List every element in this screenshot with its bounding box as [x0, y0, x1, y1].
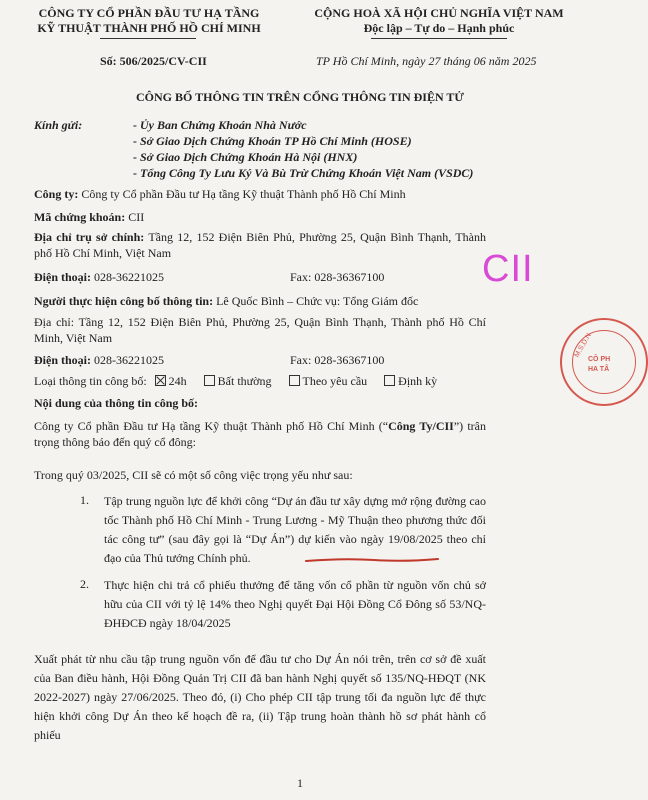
- company-label: Công ty:: [34, 187, 79, 201]
- phone2-row: [34, 352, 164, 368]
- recipient-item: - Sở Giao Dịch Chứng Khoán TP Hồ Chí Minh (HOSE): [133, 134, 412, 148]
- option-theo-yeu-cau: Theo yêu cầu: [302, 374, 368, 388]
- fax-value: Fax: 028-36367100: [290, 270, 385, 284]
- list-item-number: 2.: [80, 577, 89, 591]
- content-heading: Nội dung của thông tin công bố:: [34, 396, 199, 410]
- list-item-text: Thực hiện chi trả cổ phiếu thưởng để tăng vốn cổ phần từ nguồn vốn chủ sở hữu của CII với tỷ lệ 14% theo Nghị quyết Đại Hội Đồng Cổ Đông số 53/NQ-ĐHĐCĐ ngày 18/04/2025: [104, 578, 486, 630]
- discloser-address: Địa chỉ: Tầng 12, 152 Điện Biên Phủ, Phường 25, Quận Bình Thạnh, Thành phố Hồ Chí Minh, Việt Nam: [34, 315, 486, 345]
- checkbox-bat-thuong[interactable]: [204, 375, 215, 386]
- list-item-number: 1.: [80, 493, 89, 507]
- org-underline: [100, 38, 196, 39]
- org-name-line1: CÔNG TY CỔ PHẦN ĐẦU TƯ HẠ TẦNG: [38, 6, 260, 20]
- org-name-line2: KỸ THUẬT THÀNH PHỐ HỒ CHÍ MINH: [37, 21, 261, 35]
- nation-line2: Độc lập – Tự do – Hạnh phúc: [363, 21, 515, 35]
- closing-paragraph: Xuất phát từ nhu cầu tập trung nguồn vốn để đầu tư cho Dự Án nói trên, trên cơ sở đề xuất của Ban điều hành, Hội Đồng Quản Trị CII đã ban hành Nghị quyết số 135/NQ-HĐQT (NK 2022-2027) ngày 27/06/2025. Theo đó, (i) Cho phép CII tập trung tối đa nguồn lực để thực hiện khởi công Dự Án theo kế hoạch đề ra, (ii) Tập trung hoàn thành hồ sơ phát hành cổ phiếu: [34, 652, 486, 742]
- checkbox-theo-yeu-cau[interactable]: [289, 375, 300, 386]
- phone-value: 028-36221025: [94, 270, 164, 284]
- phone2-value: 028-36221025: [94, 353, 164, 367]
- company-value: Công ty Cổ phần Đầu tư Hạ tầng Kỹ thuật Thành phố Hồ Chí Minh: [81, 187, 406, 201]
- recipients-label: Kính gửi:: [34, 118, 83, 132]
- recipient-item: - Tổng Công Ty Lưu Ký Và Bù Trừ Chứng Khoán Việt Nam (VSDC): [133, 166, 474, 180]
- option-24h: 24h: [168, 374, 187, 388]
- intro-bold: Công Ty/CII: [388, 419, 454, 433]
- recipient-item: - Ủy Ban Chứng Khoán Nhà Nước: [133, 118, 307, 132]
- ticker-row: [34, 209, 144, 225]
- phone2-label: Điện thoại:: [34, 353, 91, 367]
- ticker-label: Mã chứng khoán:: [34, 210, 126, 224]
- info-type-label: Loại thông tin công bố:: [34, 374, 147, 388]
- nation-line1: CỘNG HOÀ XÃ HỘI CHỦ NGHĨA VIỆT NAM: [314, 6, 564, 20]
- option-dinh-ky: Định kỳ: [398, 374, 438, 388]
- phone-row: [34, 269, 494, 285]
- option-bat-thuong: Bất thường: [217, 374, 272, 388]
- address-row: [34, 229, 486, 261]
- page-number: 1: [297, 776, 303, 790]
- address-value: Tầng 12, 152 Điện Biên Phủ, Phường 25, Quận Bình Thạnh, Thành phố Hồ Chí Minh, Việt Nam: [34, 230, 486, 260]
- intro-pre: Công ty Cổ phần Đầu tư Hạ tầng Kỹ thuật Thành phố Hồ Chí Minh (“: [34, 419, 389, 433]
- discloser-value: Lê Quốc Bình – Chức vụ: Tổng Giám đốc: [216, 294, 419, 308]
- list-item-text: Tập trung nguồn lực để khởi công “Dự án đầu tư xây dựng mở rộng đường cao tốc Thành phố Hồ Chí Minh - Trung Lương - Mỹ Thuận theo phương thức đối tác công tư” (sau đây gọi là “Dự Án”) dự kiến vào ngày 19/08/2025 theo chỉ đạo của Thủ tướng Chính phủ.: [104, 494, 486, 565]
- hand-drawn-underline: [304, 556, 440, 564]
- phone-label: Điện thoại:: [34, 270, 91, 284]
- document-number: Số: 506/2025/CV-CII: [100, 54, 207, 68]
- ticker-value: CII: [128, 210, 145, 224]
- address-label: Địa chỉ trụ sở chính:: [34, 230, 145, 244]
- checkbox-dinh-ky[interactable]: [384, 375, 395, 386]
- fax2-value: Fax: 028-36367100: [290, 353, 385, 367]
- discloser-row: [34, 293, 418, 309]
- checkbox-24h[interactable]: [155, 375, 166, 386]
- company-seal: M.S.D.N CÔ PH HA TÂ: [560, 318, 648, 406]
- overlay-mark: CII: [482, 248, 534, 290]
- recipient-item: - Sở Giao Dịch Chứng Khoán Hà Nội (HNX): [133, 150, 358, 164]
- info-type-row: [34, 373, 437, 389]
- intro-post: ”) trân trọng thông báo đến quý cổ đông:: [34, 419, 486, 449]
- intro-paragraph: [34, 418, 486, 450]
- document-title: CÔNG BỐ THÔNG TIN TRÊN CỔNG THÔNG TIN ĐIỆN TỬ: [136, 90, 464, 104]
- company-row: [34, 186, 406, 202]
- motto-underline: [371, 38, 507, 39]
- discloser-label: Người thực hiện công bố thông tin:: [34, 294, 214, 308]
- quarter-intro: Trong quý 03/2025, CII sẽ có một số công việc trọng yếu như sau:: [34, 468, 353, 482]
- place-date: TP Hồ Chí Minh, ngày 27 tháng 06 năm 2025: [316, 54, 537, 68]
